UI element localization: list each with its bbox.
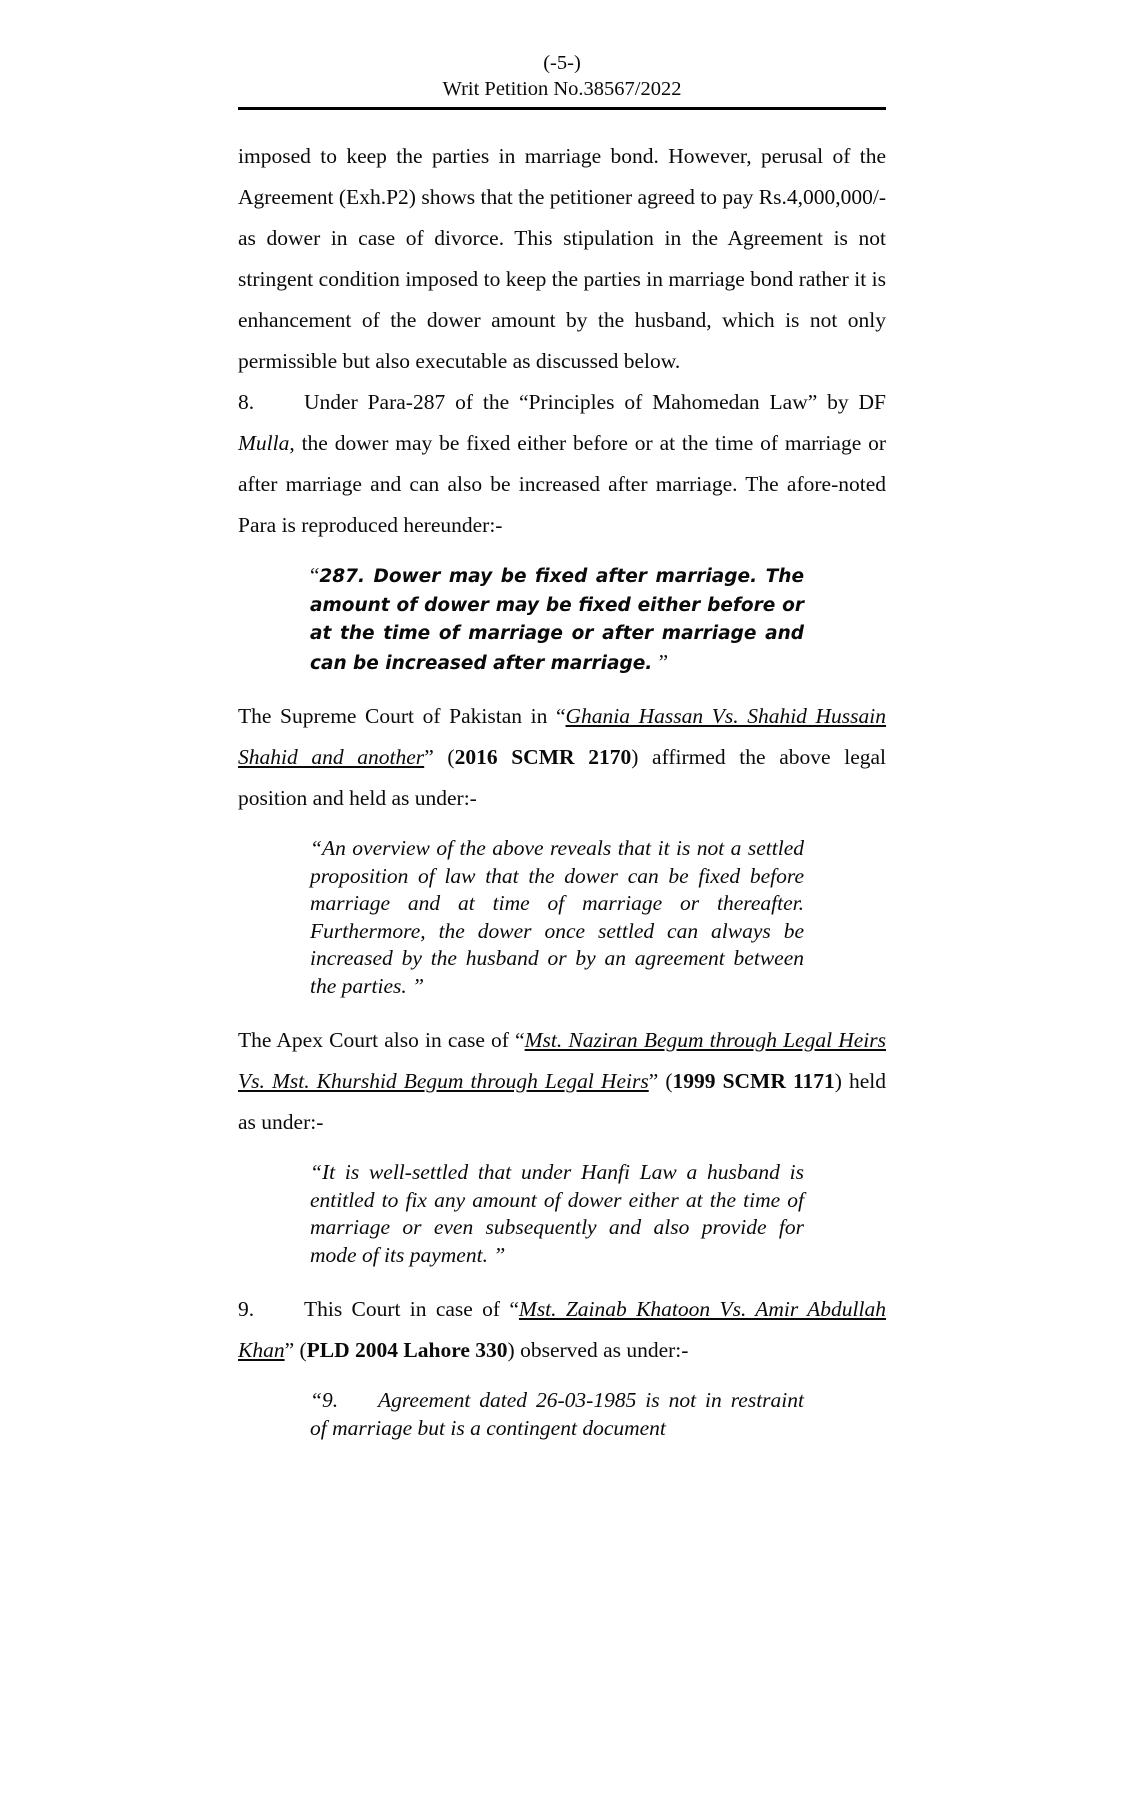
open-quote-mark: “ <box>310 563 320 587</box>
para-8-text-cont: , the dower may be fixed either before or at the time of marriage or after marriage and can also be increased after marriage. The afore-noted Para is reproduced hereunder:- <box>238 431 886 537</box>
para-9-text: This Court in case of “ <box>304 1297 519 1321</box>
author-name-mulla: Mulla <box>238 431 290 455</box>
quote-287-text: 287. Dower may be fixed after marriage. The amount of dower may be fixed either before or at the time of marriage or after marriage and can be increased after marriage. <box>310 566 804 674</box>
supreme-court-text: The Supreme Court of Pakistan in “ <box>238 704 566 728</box>
quote-zainab-khatoon <box>310 1387 804 1442</box>
para-dower-agreement: imposed to keep the parties in marriage bond. However, perusal of the Agreement (Exh.P2) shows that the petitioner agreed to pay Rs.4,000,000/- as dower in case of divorce. This stipulation in the Agreement is not stringent condition imposed to keep the parties in marriage bond rather it is enhancement of the dower amount by the husband, which is not only permissible but also executable as discussed below. <box>238 144 886 373</box>
quote-9-text: Agreement dated 26-03-1985 is not in restraint of marriage but is a contingent document <box>310 1388 804 1440</box>
supreme-court-text-2: ” ( <box>424 745 455 769</box>
case-name-zainab-khatoon: Mst. Zainab Khatoon Vs. Amir Abdullah Khan <box>238 1297 886 1362</box>
document-content <box>238 0 886 1442</box>
page-header <box>238 50 886 110</box>
citation-2016-scmr-2170: 2016 SCMR 2170 <box>454 745 632 769</box>
para-9-text-2: ” ( <box>284 1338 307 1362</box>
case-number: Writ Petition No.38567/2022 <box>442 78 682 100</box>
case-name-naziran-begum: Mst. Naziran Begum through Legal Heirs Vs. Mst. Khurshid Begum through Legal Heirs <box>238 1028 886 1093</box>
para-8-number: 8. <box>238 390 255 414</box>
supreme-court-text-3: ) affirmed the above legal position and held as under:- <box>238 745 887 810</box>
para-9-text-3: ) observed as under:- <box>507 1338 689 1362</box>
quote-para-287 <box>310 562 804 678</box>
para-9-number: 9. <box>238 1297 255 1321</box>
citation-1999-scmr-1171: 1999 SCMR 1171 <box>672 1069 835 1093</box>
citation-pld-2004-lahore-330: PLD 2004 Lahore 330 <box>306 1338 508 1362</box>
para-apex-naziran <box>238 1020 886 1143</box>
apex-court-text-3: ) held as under:- <box>238 1069 887 1134</box>
quote-ghania-hassan: “An overview of the above reveals that it is not a settled proposition of law that the dower can be fixed before marriage and at time of marriage or thereafter. Furthermore, the dower once settled can always be increased by the husband or by an agreement between the parties. ” <box>310 836 804 998</box>
open-quote-mark: “ <box>310 1388 322 1412</box>
para-8-text: Under Para-287 of the “Principles of Mahomedan Law” by DF <box>304 390 886 414</box>
apex-court-text-2: ” ( <box>648 1069 673 1093</box>
quote-9-number: 9. <box>321 1388 339 1412</box>
close-quote-mark: ” <box>658 649 669 674</box>
case-name-ghania-hassan: Ghania Hassan Vs. Shahid Hussain Shahid and another <box>238 704 887 769</box>
apex-court-text: The Apex Court also in case of “ <box>238 1028 525 1052</box>
para-9-zainab-khatoon <box>238 1289 886 1371</box>
page-number: (-5-) <box>543 52 581 74</box>
para-supreme-court-ghania <box>238 696 886 819</box>
para-8-mahomedan-law <box>238 382 886 546</box>
quote-naziran-begum: “It is well-settled that under Hanfi Law a husband is entitled to fix any amount of dower either at the time of marriage or even subsequently and also provide for mode of its payment. ” <box>310 1160 804 1267</box>
